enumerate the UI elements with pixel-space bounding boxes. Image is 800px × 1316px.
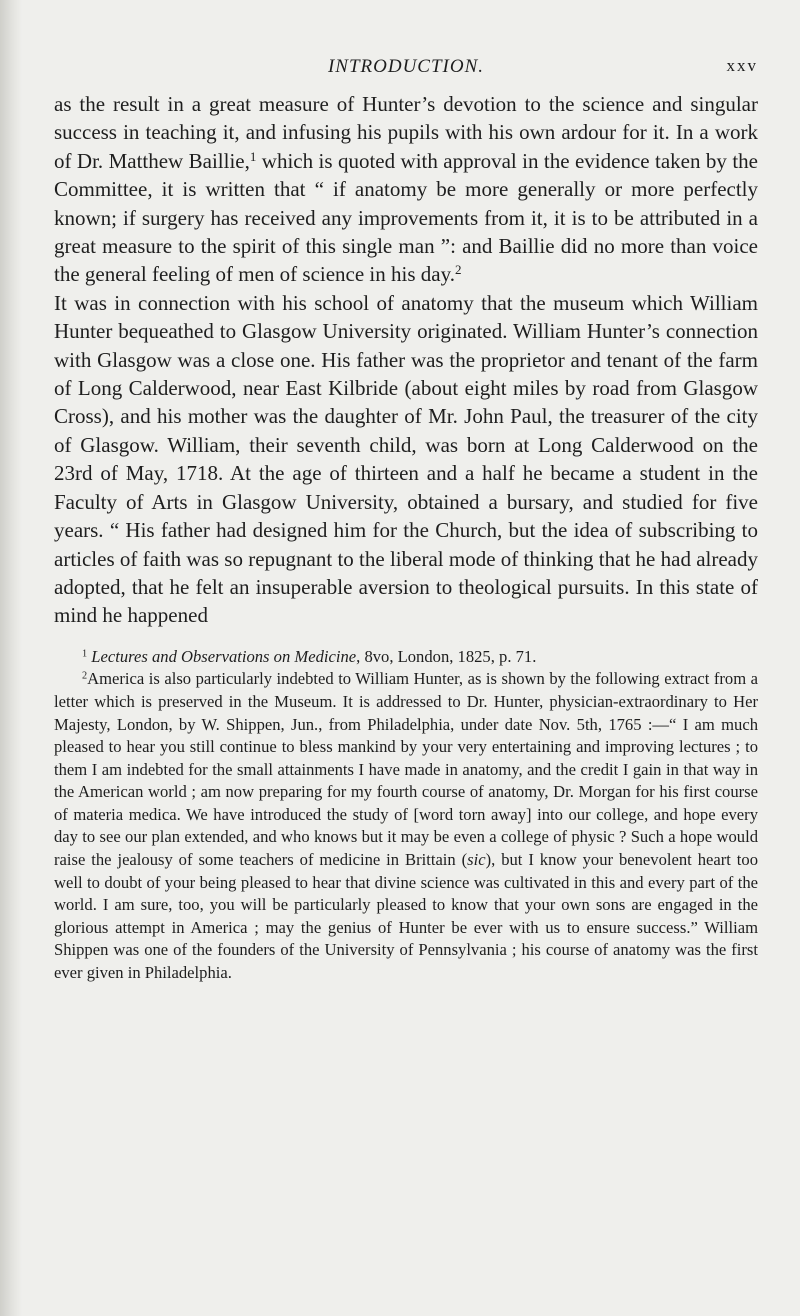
footnote-1-text: , 8vo, London, 1825, p. 71. [356,646,537,666]
footnote-1-mark: 1 [82,648,88,660]
footnote-2 [54,668,758,984]
book-spine-shadow [0,0,22,1316]
running-title: INTRODUCTION. [327,56,485,77]
paragraph-1 [54,90,758,289]
book-page [54,56,758,985]
footnote-1 [54,646,758,669]
footnote-1-title: Lectures and Observations on Medicine [91,646,357,666]
footnote-2-mark: 2 [82,670,88,682]
paragraph-1-text-b: which is quoted with approval in the evidence taken by the Committee, it is written that “ if anatomy be more generally or more perfectly known; if surgery has received any improvements from it, it is to be attributed in a great measure to the spirit of this single man ”: and Baillie did no more than voice the general feeling of men of science in his day. [54,148,758,287]
running-head [54,56,758,90]
footnote-2-text-a: America is also particularly indebted to William Hunter, as is shown by the following extract from a letter which is preserved in the Museum. It is addressed to Dr. Hunter, physician-extraordinary to Her Majesty, London, by W. Shippen, Jun., from Philadelphia, under date Nov. 5th, 1765 :—“ I am much pleased to hear you still continue to bless mankind by your very entertaining and improving lectures ; to them I am indebted for the small attainments I have made in anatomy, and the credit I gain in that way in the American world ; am now preparing for my fourth course of anatomy, Dr. Morgan for his first course of materia medica. We have introduced the study of [word torn away] into our college, and hope every day to see our plan extended, and who knows but it may be even a college of physic ? Such a hope would raise the jealousy of some teachers of medicine in Brittain ( [54,669,758,870]
paragraph-2: It was in connection with his school of anatomy that the museum which William Hunter bequeathed to Glasgow University originated. William Hunter’s connection with Glasgow was a close one. His father was the proprietor and tenant of the farm of Long Calderwood, near East Kilbride (about eight miles by road from Glasgow Cross), and his mother was the daughter of Mr. John Paul, the treasurer of the city of Glasgow. William, their seventh child, was born at Long Calderwood on the 23rd of May, 1718. At the age of thirteen and a half he became a student in the Faculty of Arts in Glasgow University, obtained a bursary, and studied for five years. “ His father had designed him for the Church, but the idea of subscribing to articles of faith was so repugnant to the liberal mode of thinking that he had already adopted, that he felt an insuperable aversion to theological pursuits. In this state of mind he happened [54,290,758,628]
page-number: xxv [726,56,758,75]
footnote-ref-1: 1 [249,148,257,164]
footnote-2-sic: sic [467,850,486,870]
footnotes [54,646,758,985]
footnote-ref-2: 2 [454,262,462,278]
body-text [54,90,758,630]
paragraph-1-text-a: as the result in a great measure of Hunter’s devotion to the science and singular success in teaching it, and infusing his pupils with his own ardour for it. In a work of Dr. Matthew Baillie, [54,92,758,173]
footnote-2-text-b: ), but I know your benevolent heart too well to doubt of your being pleased to hear that divine science was cultivated in this and every part of the world. I am sure, too, you will be particularly pleased to know that your own sons are engaged in the glorious attempt in America ; may the genius of Hunter be ever with us to ensure success.” William Shippen was one of the founders of the University of Pennsylvania ; his course of anatomy was the first ever given in Philadelphia. [54,850,758,983]
